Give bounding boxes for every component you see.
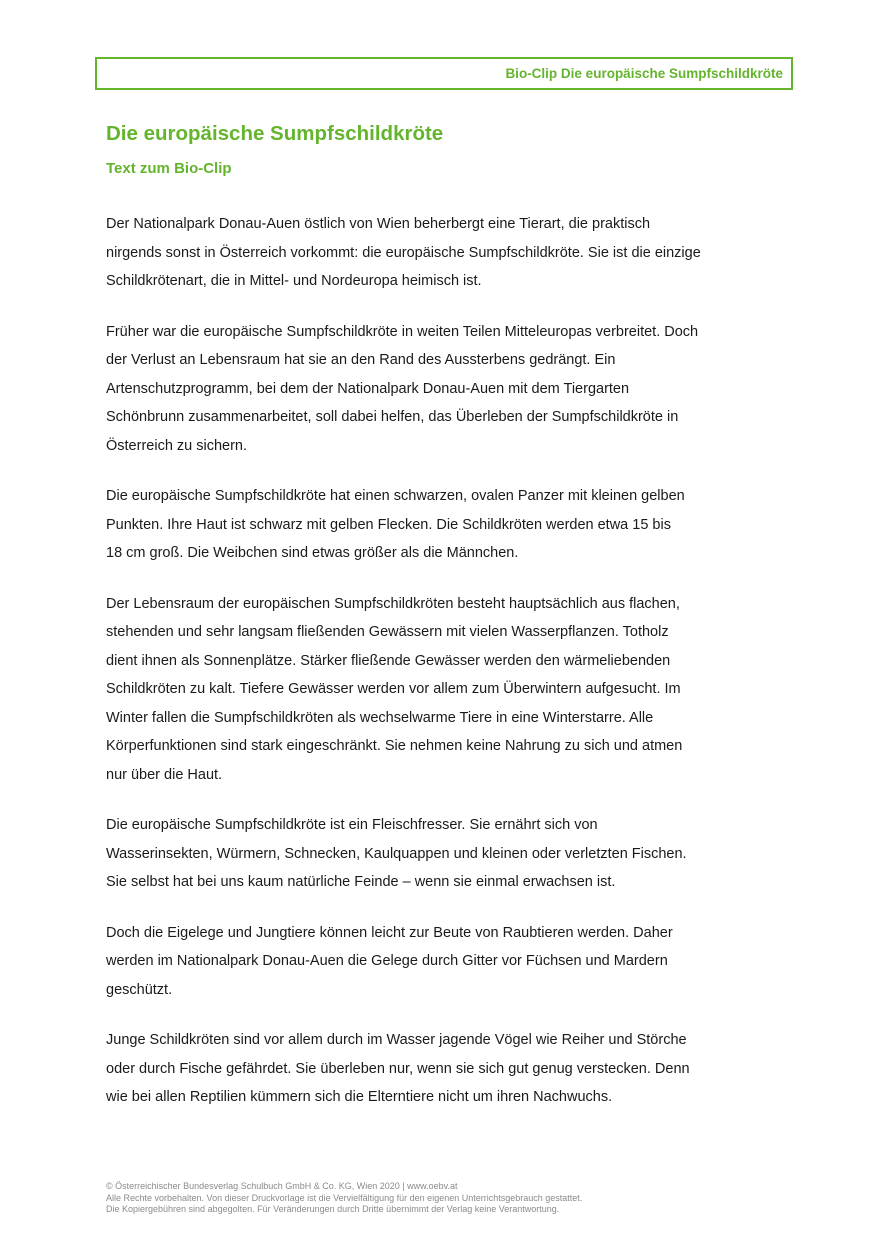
text-line: Winter fallen die Sumpfschildkröten als wechselwarme Tiere in eine Winterstarre. Alle	[106, 709, 654, 726]
footer-line: © Österreichischer Bundesverlag Schulbuch GmbH & Co. KG, Wien 2020 | www.oebv.at	[106, 1181, 458, 1191]
text-line: dient ihnen als Sonnenplätze. Stärker fließende Gewässer werden den wärmeliebenden	[106, 652, 671, 669]
page-subtitle: Text zum Bio-Clip	[106, 160, 232, 177]
text-line: Der Nationalpark Donau-Auen östlich von Wien beherbergt eine Tierart, die praktisch	[106, 216, 651, 232]
text-line: Schönbrunn zusammenarbeitet, soll dabei helfen, das Überleben der Sumpfschildkröte in	[106, 409, 679, 425]
text-line: Punkten. Ihre Haut ist schwarz mit gelben Flecken. Die Schildkröten werden etwa 15 bis	[106, 516, 671, 533]
text-line: Schildkröten zu kalt. Tiefere Gewässer werden vor allem zum Überwintern aufgesucht. Im	[106, 681, 681, 697]
text-line: stehenden und sehr langsam fließenden Gewässern mit vielen Wasserpflanzen. Totholz	[106, 624, 669, 640]
paragraph	[106, 318, 796, 461]
text-line: der Verlust an Lebensraum hat sie an den Rand des Aussterbens gedrängt. Ein	[106, 352, 616, 368]
text-line: Körperfunktionen sind stark eingeschränkt. Sie nehmen keine Nahrung zu sich und atmen	[106, 738, 683, 754]
page-title: Die europäische Sumpfschildkröte	[106, 122, 444, 145]
paragraph	[106, 482, 796, 568]
text-line: Sie selbst hat bei uns kaum natürliche Feinde – wenn sie einmal erwachsen ist.	[106, 874, 616, 890]
paragraph	[106, 811, 796, 897]
paragraph	[106, 1026, 796, 1112]
text-line: Der Lebensraum der europäischen Sumpfschildkröten besteht hauptsächlich aus flachen,	[106, 595, 680, 612]
text-line: Österreich zu sichern.	[106, 437, 248, 454]
text-line: nirgends sonst in Österreich vorkommt: die europäische Sumpfschildkröte. Sie ist die einzige	[106, 244, 701, 261]
text-line: Die europäische Sumpfschildkröte ist ein Fleischfresser. Sie ernährt sich von	[106, 817, 598, 833]
text-line: Die europäische Sumpfschildkröte hat einen schwarzen, ovalen Panzer mit kleinen gelben	[106, 488, 685, 504]
text-line: 18 cm groß. Die Weibchen sind etwas größer als die Männchen.	[106, 545, 519, 561]
text-line: Doch die Eigelege und Jungtiere können leicht zur Beute von Raubtieren werden. Daher	[106, 924, 673, 941]
text-line: oder durch Fische gefährdet. Sie überleben nur, wenn sie sich gut genug verstecken. Denn	[106, 1060, 690, 1077]
paragraph	[106, 210, 796, 296]
text-line: Wasserinsekten, Würmern, Schnecken, Kaulquappen und kleinen oder verletzten Fischen.	[106, 845, 687, 862]
footer-line: Die Kopiergebühren sind abgegolten. Für Veränderungen durch Dritte übernimmt der Verlag keine Verantwortung.	[106, 1204, 560, 1214]
text-line: wie bei allen Reptilien kümmern sich die Elterntiere nicht um ihren Nachwuchs.	[106, 1089, 613, 1105]
header-box	[95, 57, 793, 90]
header-box-label: Bio-Clip Die europäische Sumpfschildkröte	[505, 66, 783, 81]
text-line: Schildkrötenart, die in Mittel- und Nordeuropa heimisch ist.	[106, 273, 482, 289]
text-line: werden im Nationalpark Donau-Auen die Gelege durch Gitter vor Füchsen und Mardern	[106, 953, 668, 969]
text-line: Früher war die europäische Sumpfschildkröte in weiten Teilen Mitteleuropas verbreitet. Doch	[106, 323, 699, 340]
text-line: Artenschutzprogramm, bei dem der Nationalpark Donau-Auen mit dem Tiergarten	[106, 380, 630, 397]
paragraph	[106, 590, 796, 790]
text-line: geschützt.	[106, 981, 173, 998]
footer-line: Alle Rechte vorbehalten. Von dieser Druckvorlage ist die Vervielfältigung für den eigenen Unterrichtsgebrauch gestattet.	[106, 1192, 583, 1203]
text-line: Junge Schildkröten sind vor allem durch im Wasser jagende Vögel wie Reiher und Störche	[106, 1032, 687, 1048]
text-line: nur über die Haut.	[106, 766, 223, 783]
paragraph	[106, 919, 796, 1005]
footer	[106, 1181, 582, 1216]
body-text	[106, 210, 796, 1134]
